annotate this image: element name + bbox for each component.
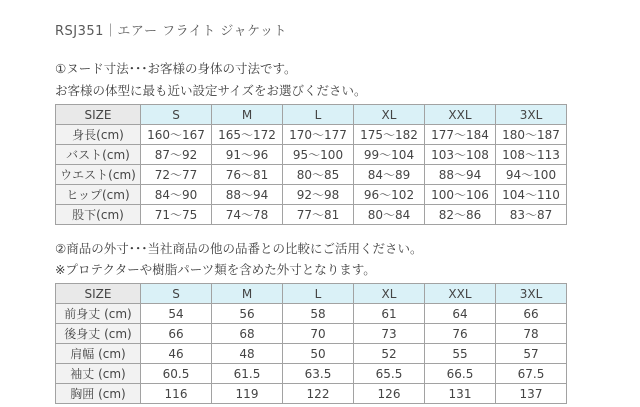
measurement-value: 76 [425, 324, 496, 344]
measurement-value: 73 [354, 324, 425, 344]
header-row [56, 105, 567, 125]
table-row [56, 185, 567, 205]
measurement-label: ヒップ(cm) [56, 185, 141, 205]
measurement-label: 肩幅 (cm) [56, 344, 141, 364]
measurement-value: 65.5 [354, 364, 425, 384]
table-row [56, 324, 567, 344]
measurement-value: 71～75 [141, 205, 212, 225]
choose-size-note: お客様の体型に最も近い設定サイズをお選びください。 [55, 83, 367, 98]
size-column-header: S [141, 284, 212, 304]
measurement-value: 94～100 [496, 165, 567, 185]
measurement-value: 165～172 [212, 125, 283, 145]
measurement-label: 後身丈 (cm) [56, 324, 141, 344]
measurement-value: 103～108 [425, 145, 496, 165]
product-title: RSJ351｜エアー フライト ジャケット [55, 24, 288, 39]
measurement-value: 61.5 [212, 364, 283, 384]
measurement-value: 170～177 [283, 125, 354, 145]
size-column-header: 3XL [496, 284, 567, 304]
table-row [56, 384, 567, 404]
measurement-value: 119 [212, 384, 283, 404]
measurement-value: 77～81 [283, 205, 354, 225]
size-column-header: L [283, 105, 354, 125]
size-column-header: 3XL [496, 105, 567, 125]
measurement-value: 80～84 [354, 205, 425, 225]
measurement-value: 52 [354, 344, 425, 364]
header-row [56, 284, 567, 304]
measurement-label: 袖丈 (cm) [56, 364, 141, 384]
measurement-value: 61 [354, 304, 425, 324]
measurement-value: 68 [212, 324, 283, 344]
table-row [56, 145, 567, 165]
nude-size-table [55, 104, 567, 225]
measurement-value: 80～85 [283, 165, 354, 185]
measurement-label: 前身丈 (cm) [56, 304, 141, 324]
nude-size-note: ①ヌード寸法･･･お客様の身体の寸法です。 [55, 61, 297, 76]
measurement-label: バスト(cm) [56, 145, 141, 165]
size-column-header: M [212, 284, 283, 304]
measurement-value: 108～113 [496, 145, 567, 165]
measurement-value: 116 [141, 384, 212, 404]
measurement-value: 70 [283, 324, 354, 344]
measurement-value: 84～89 [354, 165, 425, 185]
measurement-value: 46 [141, 344, 212, 364]
outer-dimension-table [55, 283, 567, 404]
measurement-value: 175～182 [354, 125, 425, 145]
size-column-header: XXL [425, 105, 496, 125]
measurement-label: ウエスト(cm) [56, 165, 141, 185]
measurement-value: 78 [496, 324, 567, 344]
measurement-value: 99～104 [354, 145, 425, 165]
measurement-value: 74～78 [212, 205, 283, 225]
table-row [56, 344, 567, 364]
measurement-value: 96～102 [354, 185, 425, 205]
size-column-header: M [212, 105, 283, 125]
measurement-value: 122 [283, 384, 354, 404]
measurement-value: 60.5 [141, 364, 212, 384]
measurement-value: 126 [354, 384, 425, 404]
measurement-value: 66.5 [425, 364, 496, 384]
measurement-value: 54 [141, 304, 212, 324]
measurement-value: 100～106 [425, 185, 496, 205]
measurement-value: 66 [141, 324, 212, 344]
measurement-label: 身長(cm) [56, 125, 141, 145]
measurement-value: 87～92 [141, 145, 212, 165]
measurement-label: 股下(cm) [56, 205, 141, 225]
measurement-label: 胸囲 (cm) [56, 384, 141, 404]
measurement-value: 91～96 [212, 145, 283, 165]
measurement-value: 92～98 [283, 185, 354, 205]
measurement-value: 72～77 [141, 165, 212, 185]
measurement-value: 48 [212, 344, 283, 364]
measurement-value: 88～94 [212, 185, 283, 205]
measurement-value: 160～167 [141, 125, 212, 145]
measurement-value: 83～87 [496, 205, 567, 225]
measurement-value: 63.5 [283, 364, 354, 384]
measurement-value: 56 [212, 304, 283, 324]
table-row [56, 205, 567, 225]
size-column-header: L [283, 284, 354, 304]
measurement-value: 67.5 [496, 364, 567, 384]
measurement-value: 84～90 [141, 185, 212, 205]
measurement-value: 137 [496, 384, 567, 404]
size-corner-header: SIZE [56, 284, 141, 304]
table-row [56, 125, 567, 145]
measurement-value: 55 [425, 344, 496, 364]
measurement-value: 88～94 [425, 165, 496, 185]
protector-note: ※プロテクターや樹脂パーツ類を含めた外寸となります。 [55, 262, 376, 277]
size-column-header: XL [354, 105, 425, 125]
measurement-value: 64 [425, 304, 496, 324]
measurement-value: 177～184 [425, 125, 496, 145]
size-column-header: S [141, 105, 212, 125]
measurement-value: 66 [496, 304, 567, 324]
outer-dimension-note: ②商品の外寸･･･当社商品の他の品番との比較にご活用ください。 [55, 241, 423, 256]
table-row [56, 364, 567, 384]
measurement-value: 76～81 [212, 165, 283, 185]
measurement-value: 180～187 [496, 125, 567, 145]
measurement-value: 58 [283, 304, 354, 324]
measurement-value: 104～110 [496, 185, 567, 205]
measurement-value: 82～86 [425, 205, 496, 225]
size-column-header: XL [354, 284, 425, 304]
table-row [56, 165, 567, 185]
measurement-value: 57 [496, 344, 567, 364]
size-corner-header: SIZE [56, 105, 141, 125]
size-column-header: XXL [425, 284, 496, 304]
table-row [56, 304, 567, 324]
measurement-value: 50 [283, 344, 354, 364]
measurement-value: 131 [425, 384, 496, 404]
measurement-value: 95～100 [283, 145, 354, 165]
